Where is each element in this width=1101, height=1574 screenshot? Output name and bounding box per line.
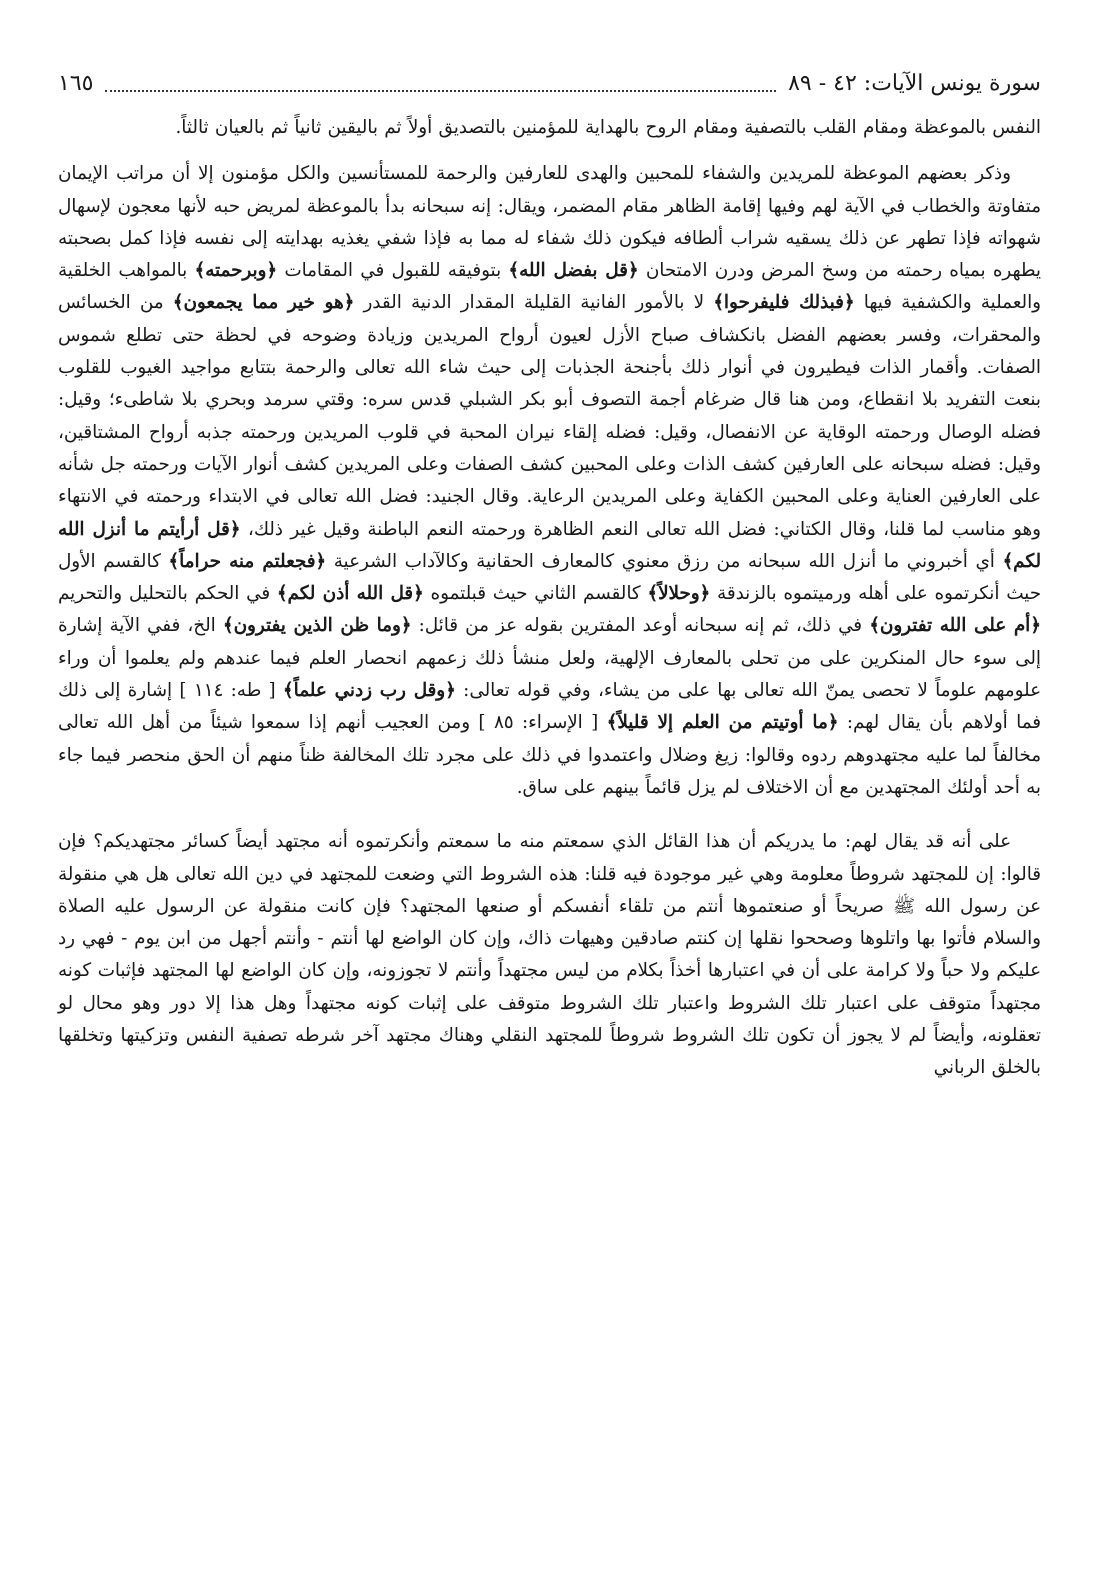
text-run: كالقسم الأول حيث أنكرتموه على أهله ورميتموه بالزندقة — [58, 550, 1041, 605]
text-run: وذكر بعضهم الموعظة للمريدين والشفاء للمحبين والهدى للعارفين والرحمة للمستأنسين والكل مؤمنون إلا أن مراتب الإيمان متفاوتة والخطاب في الآية لهم وفيها إقامة الظاهر مقام المضمر، ويقال: إنه سبحانه بدأ بالموعظة لمريض حبه لأنها معجون لإسهال شهواته فإذا تطهر عن ذلك يسقيه شراب ألطافه فيكون ذلك شفاء له مما به فإذا شفي يغذيه بهدايته إلى نفسه فإذا كمل بصحبته يطهره بمياه رحمته من وسخ المرض ودرن الامتحان — [58, 163, 1041, 282]
text-run: كالقسم الثاني حيث قبلتموه — [423, 583, 648, 605]
quran-quote: ﴿وما ظن الذين يفترون﴾ — [222, 615, 412, 637]
quran-quote: ﴿وبرحمته﴾ — [194, 260, 278, 282]
text-run: الخ، ففي الآية إشارة إلى سوء حال المنكرين على من تحلى بالمعارف الإلهية، ولعل منشأ ذلك زعمهم انحصار العلم فيما عندهم ولم يعلموا أن وراء علومهم علوماً لا تحصى يمنّ الله تعالى بها على من يشاء، وفي قوله تعالى: — [58, 615, 1041, 702]
text-run: في ذلك، ثم إنه سبحانه أوعد المفترين بقوله عز من قائل: — [411, 615, 870, 637]
quran-quote: ﴿أم على الله تفترون﴾ — [869, 615, 1041, 637]
paragraph-1 — [58, 112, 1041, 144]
header-title: سورة يونس الآيات: ٤٢ - ٨٩ — [788, 71, 1041, 96]
quran-quote: ﴿قل بفضل الله﴾ — [508, 260, 639, 282]
quran-quote: ﴿قل الله أذن لكم﴾ — [276, 583, 424, 605]
text-run: من الخسائس والمحقرات، وفسر بعضهم الفضل بانكشاف صباح الأزل لعيون أرواح المريدين وزيادة وضوحه في لحظة حتى تطلع شموس الصفات. وأقمار الذات فيطيرون في أنوار ذلك بأجنحة الجذبات إلى حيث شاء الله تعالى والرحمة بتتابع مواجيد الغيوب للقلوب بنعت التفريد بلا انقطاع، ومن هنا قال ضرغام أجمة التصوف أبو بكر الشبلي قدس سره: وقتي سرمد وبحري بلا شاطىء؛ وقيل: فضله الوصال ورحمته الوقاية عن الانفصال، وقيل: فضله إلقاء نيران المحبة في قلوب المريدين ورحمته جذبه أرواح المشتاقين، وقيل: فضله سبحانه على العارفين كشف الذات وعلى المحبين كشف الصفات وعلى المريدين كشف أنوار الآيات ورحمته جل شأنه على العارفين العناية وعلى المحبين الكفاية وعلى المريدين الرعاية. وقال الجنيد: فضل الله تعالى في الابتداء ورحمته في الانتهاء وهو مناسب لما قلنا، وقال الكتاني: فضل الله تعالى النعم الظاهرة ورحمته النعم الباطنة وقيل غير ذلك، — [58, 292, 1041, 540]
quran-quote: ﴿فجعلتم منه حراماً﴾ — [168, 550, 327, 572]
quran-quote: ﴿ما أوتيتم من العلم إلا قليلاً﴾ — [606, 712, 839, 734]
leader-dots — [105, 90, 776, 92]
text-run: على أنه قد يقال لهم: ما يدريكم أن هذا القائل الذي سمعتم منه ما سمعتم وأنكرتموه أنه مجتهد أيضاً كسائر مجتهديكم؟ فإن قالوا: إن للمجتهد شروطاً معلومة وهي غير موجودة فيه قلنا: هذه الشروط التي وضعت للمجتهد في دين الله تعالى هل هي منقولة عن رسول الله ﷺ صريحاً أو صنعتموها أنتم من تلقاء أنفسكم أو صنعها المجتهد؟ فإن كانت منقولة عن الرسول عليه الصلاة والسلام فأتوا بها واتلوها وصححوا نقلها إن كنتم صادقين وهيهات ذاك، وإن كان الواضع لها أنتم - وأنتم أجهل من ابن يوم - فهي رد عليكم ولا حباً ولا كرامة على أن في اعتبارها أخذاً بكلام من ليس مجتهداً وأنتم لا تجوزونه، وإن كان الواضع لها المجتهد فإثبات كونه مجتهداً متوقف على اعتبار تلك الشروط واعتبار تلك الشروط متوقف على إثبات كونه مجتهداً وهل هذا إلا دور وهو محال لو تعقلونه، وأيضاً لم لا يجوز أن تكون تلك الشروط شروطاً للمجتهد النقلي وهناك مجتهد آخر شرطه تصفية النفس وتزكيتها وتخلقها بالخلق الرباني — [58, 831, 1041, 1079]
quran-quote: ﴿قل أرأيتم ما أنزل الله لكم﴾ — [58, 518, 1042, 572]
text-run: [ طه: ١١٤ ] إشارة إلى ذلك فما أولاهم بأن يقال لهم: — [58, 680, 1042, 734]
page-number: ١٦٥ — [58, 71, 94, 96]
text-run: النفس بالموعظة ومقام القلب بالتصفية ومقام الروح بالهداية للمؤمنين بالتصديق أولاً ثم باليقين ثانياً ثم بالعيان ثالثاً. — [175, 117, 1041, 138]
text-run: لا بالأمور الفانية القليلة المقدار الدنية القدر — [354, 292, 714, 314]
text-run: في الحكم بالتحليل والتحريم — [58, 583, 277, 605]
quran-quote: ﴿هو خير مما يجمعون﴾ — [172, 292, 355, 314]
quran-quote: ﴿وحلالاً﴾ — [647, 583, 711, 605]
paragraph-2 — [58, 158, 1041, 804]
quran-quote: ﴿فبذلك فليفرحوا﴾ — [713, 292, 855, 314]
text-run: [ الإسراء: ٨٥ ] ومن العجيب أنهم إذا سمعوا شيئاً من أهل الله تعالى مخالفاً لما عليه مجتهدوهم ردوه وقالوا: زيغ وضلال واعتمدوا في ذلك على مجرد تلك المخالفة ظناً منهم أن الحق منحصر فيما جاء به أحد أولئك المجتهدين مع أن الاختلاف لم يزل قائماً بينهم على ساق. — [58, 712, 1041, 798]
page — [58, 58, 1041, 1554]
text-run: بالمواهب الخلقية والعملية والكشفية فيها — [58, 260, 1041, 314]
running-header — [58, 58, 1041, 98]
paragraph-3 — [58, 826, 1041, 1084]
quran-quote: ﴿وقل رب زدني علماً﴾ — [282, 680, 456, 702]
text-run: أي أخبروني ما أنزل الله سبحانه من رزق معنوي كالمعارف الحقانية وكالآداب الشرعية — [326, 550, 1003, 572]
text-run: بتوفيقه للقبول في المقامات — [277, 260, 509, 282]
